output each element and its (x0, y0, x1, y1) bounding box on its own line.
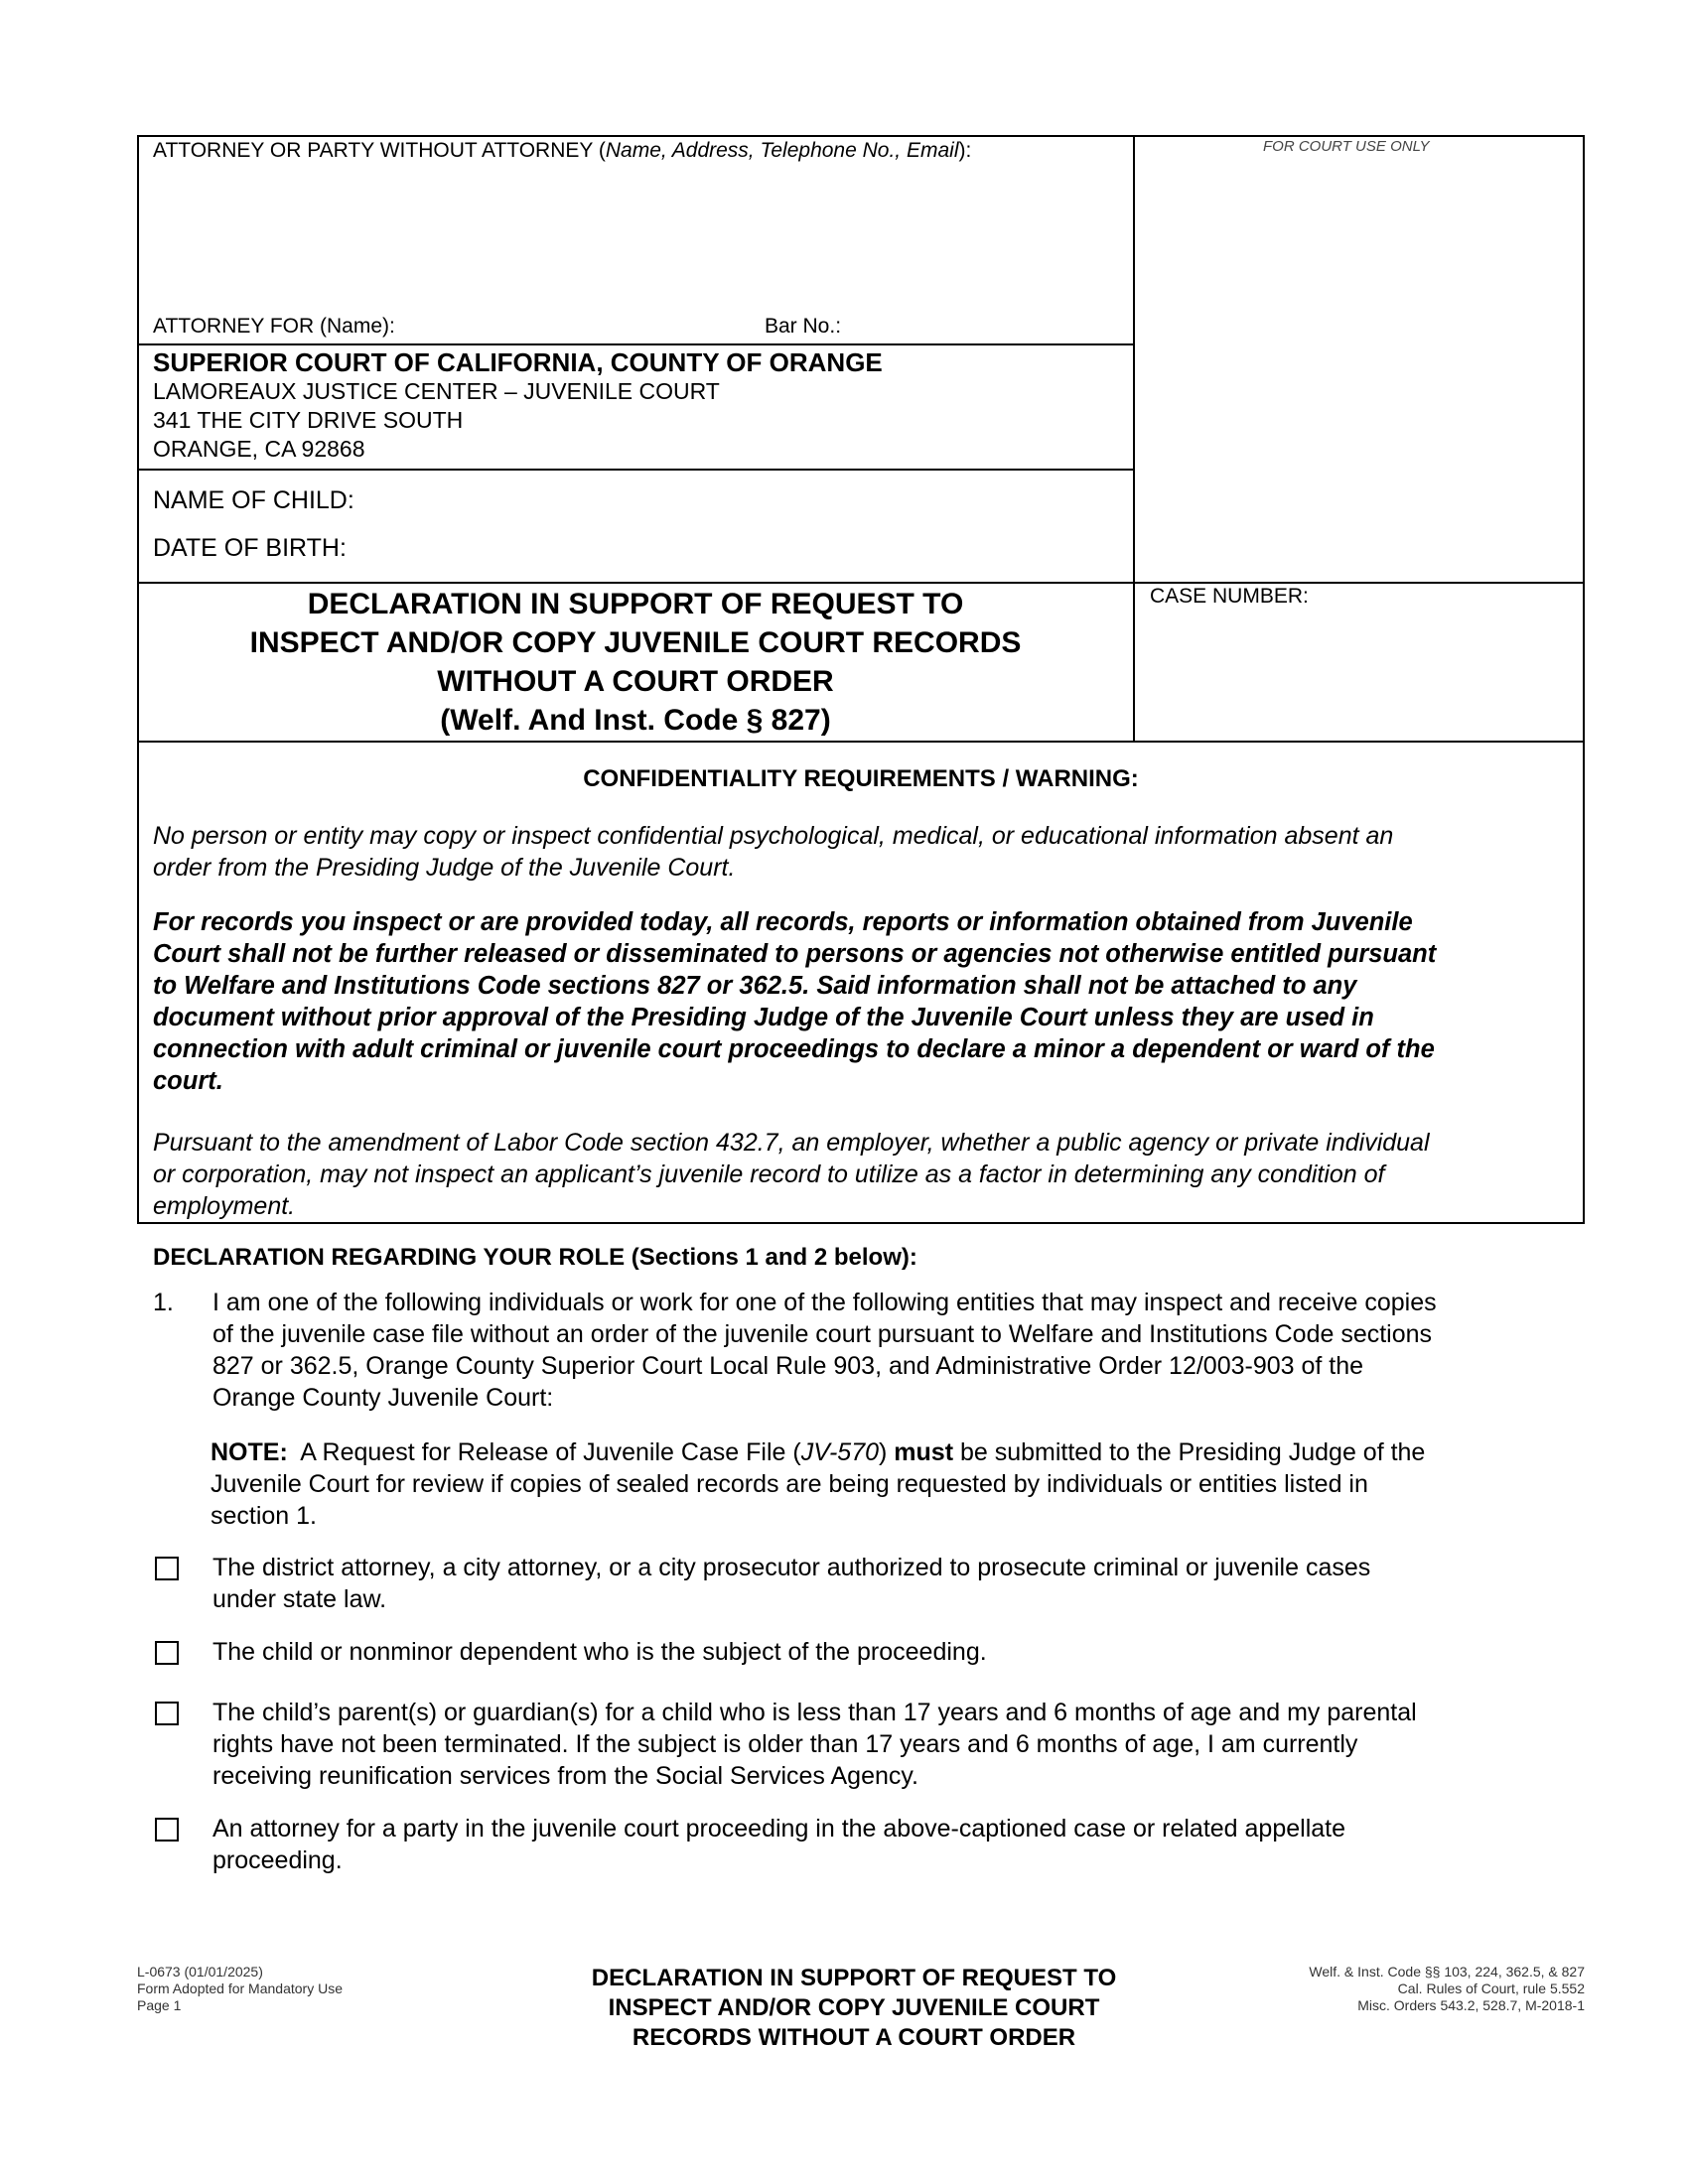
court-use-only-label: FOR COURT USE ONLY (1263, 138, 1430, 155)
note-text-c: be submitted to the Presiding Judge of the (953, 1438, 1426, 1466)
attorney-label (153, 139, 971, 163)
warning-p2-line: Court shall not be further released or disseminated to persons or agencies not otherwise entitled pursuant (153, 940, 1437, 968)
warning-p3-line: employment. (153, 1192, 296, 1220)
warning-paragraph-3 (153, 1127, 1430, 1222)
footer-form-number: L-0673 (01/01/2025) (137, 1964, 263, 1979)
caption-divider (1133, 135, 1135, 743)
attorney-label-italic: Name, Address, Telephone No., Email (605, 139, 959, 162)
option-line: under state law. (212, 1585, 387, 1613)
warning-p2-line: connection with adult criminal or juvenile court proceedings to declare a minor a dependent or ward of the (153, 1035, 1435, 1063)
form-title-line2: INSPECT AND/OR COPY JUVENILE COURT RECORDS (249, 626, 1022, 659)
footer-references (1092, 1964, 1585, 2014)
footer-ref-orders: Misc. Orders 543.2, 528.7, M-2018-1 (1357, 1997, 1585, 2013)
note-line1 (211, 1436, 1425, 1468)
footer-title-line2: INSPECT AND/OR COPY JUVENILE COURT (608, 1994, 1100, 2021)
option-district-attorney (212, 1552, 1370, 1615)
note-label: NOTE: (211, 1438, 288, 1466)
option-attorney-for-party (212, 1813, 1345, 1876)
warning-p3-line: Pursuant to the amendment of Labor Code section 432.7, an employer, whether a public agency or private individual (153, 1129, 1430, 1157)
option-line: An attorney for a party in the juvenile court proceeding in the above-captioned case or related appellate (212, 1815, 1346, 1843)
footer-ref-rules: Cal. Rules of Court, rule 5.552 (1397, 1980, 1585, 1996)
item-1-text (212, 1287, 1437, 1414)
note-text-b: ) (879, 1438, 895, 1466)
note-text-a: A Request for Release of Juvenile Case File ( (287, 1438, 801, 1466)
declaration-heading: DECLARATION REGARDING YOUR ROLE (Sections 1 and 2 below): (153, 1244, 917, 1271)
option-line: rights have not been terminated. If the subject is older than 17 years and 6 months of age, I am currently (212, 1730, 1358, 1758)
footer-adopted: Form Adopted for Mandatory Use (137, 1980, 343, 1996)
form-title (139, 585, 1132, 740)
warning-p2-line: to Welfare and Institutions Code sections 827 or 362.5. Said information shall not be attached to any (153, 972, 1357, 1000)
option-line: The child or nonminor dependent who is the subject of the proceeding. (212, 1638, 987, 1666)
note-line3: section 1. (211, 1502, 318, 1530)
item-1-line: Orange County Juvenile Court: (212, 1384, 554, 1412)
note-must: must (894, 1438, 954, 1466)
name-of-child-label: NAME OF CHILD: (153, 486, 354, 514)
court-address-line1: LAMOREAUX JUSTICE CENTER – JUVENILE COURT (153, 378, 720, 404)
item-1-line: of the juvenile case file without an order of the juvenile court pursuant to Welfare and Institutions Code sections (212, 1320, 1433, 1348)
warning-p2-line: document without prior approval of the Presiding Judge of the Juvenile Court unless they are used in (153, 1004, 1374, 1031)
form-title-line1: DECLARATION IN SUPPORT OF REQUEST TO (307, 588, 964, 620)
court-name: SUPERIOR COURT OF CALIFORNIA, COUNTY OF ORANGE (153, 347, 883, 377)
warning-p1-line: No person or entity may copy or inspect confidential psychological, medical, or educational information absent an (153, 822, 1394, 850)
form-title-line3: WITHOUT A COURT ORDER (437, 665, 834, 698)
item-1-line: I am one of the following individuals or work for one of the following entities that may inspect and receive copies (212, 1289, 1437, 1316)
case-number-field[interactable] (1142, 615, 1579, 735)
checkbox-child-subject[interactable] (155, 1641, 179, 1665)
form-title-line4: (Welf. And Inst. Code § 827) (440, 704, 831, 737)
warning-paragraph-2 (153, 906, 1436, 1097)
note-line2: Juvenile Court for review if copies of sealed records are being requested by individuals or entities listed in (211, 1470, 1368, 1498)
warning-heading: CONFIDENTIALITY REQUIREMENTS / WARNING: (583, 765, 1139, 792)
option-child-subject (212, 1636, 987, 1668)
footer-page-number: Page 1 (137, 1997, 182, 2013)
option-line: The child’s parent(s) or guardian(s) for a child who is less than 17 years and 6 months of age and my parental (212, 1699, 1417, 1726)
footer-form-info (137, 1964, 343, 2014)
note-block (211, 1436, 1425, 1532)
checkbox-attorney-for-party[interactable] (155, 1818, 179, 1842)
option-line: The district attorney, a city attorney, or a city prosecutor authorized to prosecute criminal or juvenile cases (212, 1554, 1371, 1581)
court-use-field (1138, 163, 1579, 580)
warning-p2-line: For records you inspect or are provided today, all records, reports or information obtained from Juvenile (153, 908, 1413, 936)
case-number-label: CASE NUMBER: (1150, 585, 1309, 608)
court-address-line3: ORANGE, CA 92868 (153, 436, 365, 462)
court-address-line2: 341 THE CITY DRIVE SOUTH (153, 407, 464, 433)
footer-title-line1: DECLARATION IN SUPPORT OF REQUEST TO (591, 1965, 1117, 1991)
attorney-label-start: ATTORNEY OR PARTY WITHOUT ATTORNEY ( (153, 139, 606, 162)
checkbox-district-attorney[interactable] (155, 1557, 179, 1580)
attorney-divider (137, 343, 1134, 345)
warning-p3-line: or corporation, may not inspect an applicant’s juvenile record to utilize as a factor in determining any condition of (153, 1160, 1385, 1188)
option-line: receiving reunification services from the Social Services Agency. (212, 1762, 918, 1790)
warning-paragraph-1 (153, 820, 1393, 884)
footer-title-line3: RECORDS WITHOUT A COURT ORDER (632, 2024, 1076, 2051)
note-form-ref: JV-570 (800, 1438, 880, 1466)
item-1-line: 827 or 362.5, Orange County Superior Court Local Rule 903, and Administrative Order 12/003-903 of the (212, 1352, 1364, 1380)
option-parent-guardian (212, 1697, 1417, 1792)
title-divider (137, 582, 1585, 584)
attorney-for-label: ATTORNEY FOR (Name): (153, 315, 395, 338)
bar-no-label: Bar No.: (765, 315, 842, 338)
warning-p2-line: court. (153, 1067, 223, 1095)
attorney-label-end: ): (958, 139, 972, 162)
checkbox-parent-guardian[interactable] (155, 1702, 179, 1725)
court-divider (137, 469, 1134, 471)
option-line: proceeding. (212, 1846, 343, 1874)
footer-ref-statute: Welf. & Inst. Code §§ 103, 224, 362.5, & 827 (1309, 1964, 1585, 1979)
date-of-birth-label: DATE OF BIRTH: (153, 534, 347, 562)
attorney-info-field[interactable] (149, 171, 1122, 310)
warning-p1-line: order from the Presiding Judge of the Juvenile Court. (153, 854, 736, 882)
item-1-number: 1. (153, 1289, 174, 1316)
